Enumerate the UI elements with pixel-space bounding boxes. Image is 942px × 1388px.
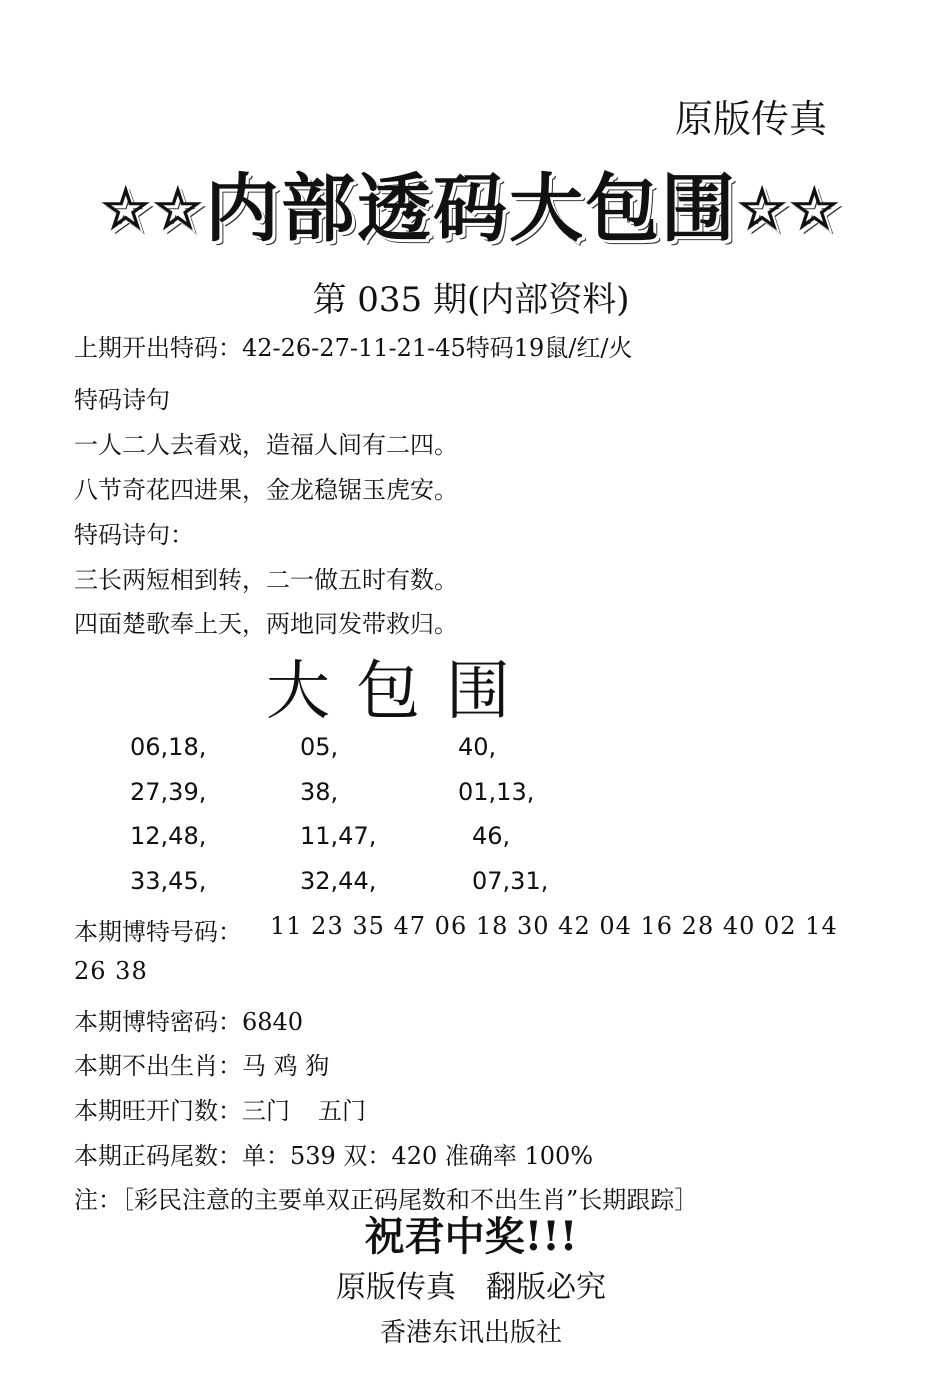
main-title-text: 内部透码大包围	[205, 166, 737, 252]
bote-numbers-label: 本期博特号码：	[74, 918, 242, 946]
grid-cell: 06,18,	[130, 733, 207, 761]
poem1-line2: 八节奇花四进果，金龙稳锯玉虎安。	[74, 476, 458, 504]
original-fax-label: 原版传真	[674, 97, 827, 141]
grid-cell: 33,45,	[130, 867, 207, 895]
grid-cell: 38,	[300, 778, 339, 806]
grid-cell: 12,48,	[130, 822, 207, 850]
poem2-line2: 四面楚歌奉上天，两地同发带救归。	[74, 610, 458, 638]
grid-cell: 05,	[300, 733, 339, 761]
grid-cell: 07,31,	[472, 867, 549, 895]
big-heading: 大包围	[266, 655, 536, 729]
grid-cell: 11,47,	[300, 822, 377, 850]
secret-code: 本期博特密码：6840	[74, 1008, 304, 1036]
grid-cell: 01,13,	[458, 778, 535, 806]
grid-cell: 32,44,	[300, 867, 377, 895]
main-title	[0, 150, 942, 256]
wish-text: 祝君中奖!!!	[364, 1213, 578, 1260]
issue-number: 第 035 期(内部资料)	[312, 280, 630, 320]
bote-numbers-line2: 26 38	[74, 957, 148, 985]
grid-cell: 40,	[458, 733, 497, 761]
tail-numbers: 本期正码尾数：单：539 双：420 准确率 100%	[74, 1142, 594, 1170]
grid-cell: 27,39,	[130, 778, 207, 806]
poem1-title: 特码诗句	[74, 386, 170, 414]
fax-rights: 原版传真 翻版必究	[336, 1270, 606, 1305]
gate-label: 本期旺开门数：三门	[74, 1097, 290, 1125]
bote-numbers-line1: 11 23 35 47 06 18 30 42 04 16 28 40 02 14	[270, 912, 838, 940]
poem2-line1: 三长两短相到转，二一做五时有数。	[74, 566, 458, 594]
gate-count	[74, 1091, 366, 1126]
publisher: 香港东讯出版社	[379, 1318, 562, 1348]
poem2-title: 特码诗句：	[74, 521, 194, 549]
stars-left: ☆☆	[100, 176, 205, 242]
last-draw-result: 上期开出特码：42-26-27-11-21-45特码19鼠/红/火	[74, 334, 633, 362]
note: 注：［彩民注意的主要单双正码尾数和不出生肖”长期跟踪］	[74, 1186, 699, 1214]
poem1-line1: 一人二人去看戏，造福人间有二四。	[74, 431, 458, 459]
stars-right: ☆☆	[737, 176, 842, 242]
no-zodiac: 本期不出生肖：马 鸡 狗	[74, 1052, 330, 1080]
gate-value2: 五门	[318, 1097, 366, 1125]
grid-cell: 46,	[472, 822, 511, 850]
